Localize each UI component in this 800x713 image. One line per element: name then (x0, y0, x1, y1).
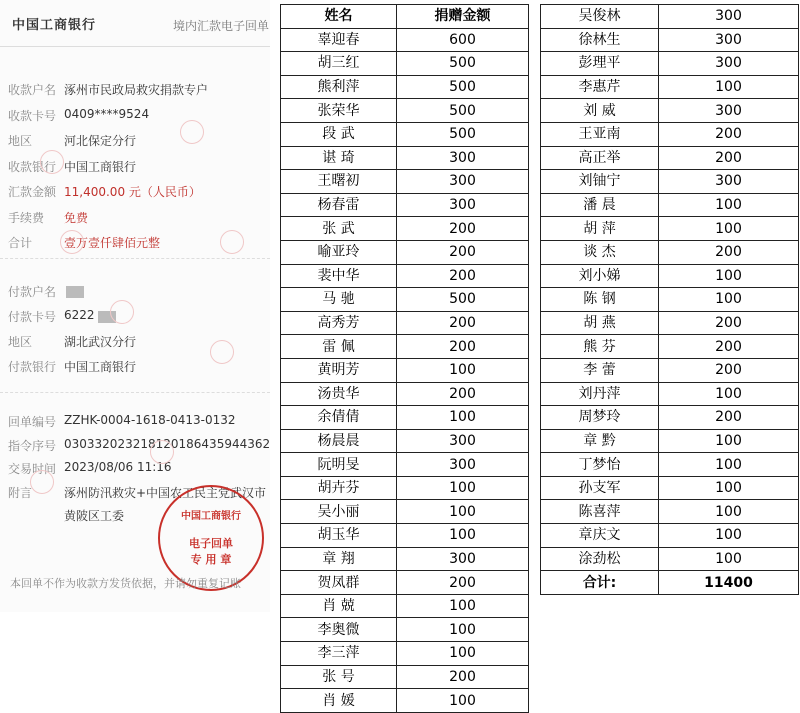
donor-name: 肖 兢 (281, 594, 397, 618)
table-row (281, 217, 529, 241)
table-row (281, 288, 529, 312)
table-row (281, 500, 529, 524)
redaction-mask (66, 286, 84, 298)
field-label: 收款卡号 (8, 108, 57, 123)
donation-amount: 100 (659, 453, 799, 477)
donor-name: 汤贵华 (281, 382, 397, 406)
donor-name: 陈喜萍 (541, 500, 659, 524)
donation-amount: 100 (397, 524, 529, 548)
seal-bank-name: 中国工商银行 (181, 511, 241, 522)
field-label: 付款银行 (8, 360, 57, 374)
donation-amount: 300 (659, 28, 799, 52)
header-amount: 捐赠金额 (397, 5, 529, 29)
donation-amount: 200 (397, 571, 529, 595)
table-row (541, 52, 799, 76)
field-label: 收款银行 (8, 159, 57, 174)
donation-amount: 100 (659, 75, 799, 99)
table-row (541, 240, 799, 264)
table-row (541, 28, 799, 52)
field-label: 汇款金额 (8, 185, 57, 199)
receipt-header (0, 0, 270, 47)
table-row (541, 122, 799, 146)
donation-amount: 500 (397, 288, 529, 312)
donor-name: 刘小娣 (541, 264, 659, 288)
donor-name: 彭理平 (541, 52, 659, 76)
watermark-logo-icon (40, 150, 64, 174)
donor-name: 贺凤群 (281, 571, 397, 595)
donor-name: 李 蕾 (541, 358, 659, 382)
donor-name: 余倩倩 (281, 406, 397, 430)
donation-amount: 500 (397, 75, 529, 99)
donation-amount: 300 (659, 5, 799, 29)
field-value: 涿州市民政局救灾捐款专户 (64, 83, 209, 97)
donation-amount: 200 (659, 406, 799, 430)
donation-amount: 300 (397, 453, 529, 477)
table-row (281, 476, 529, 500)
donation-amount: 100 (659, 288, 799, 312)
table-row (281, 665, 529, 689)
field-label: 指令序号 (8, 438, 57, 453)
field-label: 地区 (8, 134, 33, 148)
table-row (541, 476, 799, 500)
donor-name: 雷 佩 (281, 335, 397, 359)
table-row (281, 311, 529, 335)
table-row (541, 335, 799, 359)
donor-name: 张 武 (281, 217, 397, 241)
donation-amount: 100 (659, 193, 799, 217)
donation-amount: 100 (397, 500, 529, 524)
field-value: 湖北武汉分行 (64, 335, 137, 349)
header-name: 姓名 (281, 5, 397, 29)
table-row (541, 311, 799, 335)
table-row (541, 146, 799, 170)
donation-amount: 200 (659, 358, 799, 382)
field-value: 中国工商银行 (64, 159, 137, 174)
divider (0, 392, 270, 393)
field-value: 11,400.00 元（人民币） (64, 185, 201, 199)
table-row (541, 288, 799, 312)
donation-amount: 200 (659, 146, 799, 170)
donation-amount: 100 (659, 217, 799, 241)
table-row (541, 5, 799, 29)
donation-amount: 300 (397, 429, 529, 453)
donor-name: 周梦玲 (541, 406, 659, 430)
donor-name: 杨晨晨 (281, 429, 397, 453)
table-row (541, 170, 799, 194)
table-row (281, 122, 529, 146)
field-label: 地区 (8, 335, 33, 349)
donation-amount: 100 (659, 382, 799, 406)
donation-amount: 100 (397, 642, 529, 666)
donor-name: 丁梦怡 (541, 453, 659, 477)
donation-amount: 300 (659, 99, 799, 123)
donor-name: 谌 琦 (281, 146, 397, 170)
table-row (281, 406, 529, 430)
donor-name: 胡三红 (281, 52, 397, 76)
table-row (281, 240, 529, 264)
receipt-footnote: 本回单不作为收款方发货依据，并请勿重复记账 (10, 577, 241, 590)
field-value: 2023/08/06 11:16 (64, 460, 172, 474)
field-label: 回单编号 (8, 415, 57, 429)
bank-name: 中国工商银行 (12, 18, 97, 33)
donation-amount: 300 (397, 146, 529, 170)
donor-name: 潘 晨 (541, 193, 659, 217)
donor-name: 李奥微 (281, 618, 397, 642)
donation-amount: 100 (659, 500, 799, 524)
donor-name: 杨春雷 (281, 193, 397, 217)
donor-name: 章 黔 (541, 429, 659, 453)
donation-amount: 100 (659, 429, 799, 453)
donation-amount: 300 (397, 193, 529, 217)
donor-name: 段 武 (281, 122, 397, 146)
donation-amount: 100 (397, 476, 529, 500)
donor-name: 李惠芹 (541, 75, 659, 99)
table-header-row (281, 5, 529, 29)
field-label: 交易时间 (8, 462, 57, 476)
table-row (541, 193, 799, 217)
donor-name: 马 驰 (281, 288, 397, 312)
seal-line-1: 电子回单 (189, 537, 233, 550)
donation-amount: 200 (659, 240, 799, 264)
donor-name: 刘丹萍 (541, 382, 659, 406)
table-row (281, 99, 529, 123)
donor-name: 涂劲松 (541, 547, 659, 571)
donor-name: 胡 燕 (541, 311, 659, 335)
table-row (281, 429, 529, 453)
table-row (281, 52, 529, 76)
table-row (541, 358, 799, 382)
field-value: 6222 (64, 308, 95, 322)
donation-amount: 300 (659, 170, 799, 194)
field-value: 河北保定分行 (64, 134, 137, 148)
field-value: 免费 (64, 210, 89, 225)
field-value: 壹万壹仟肆佰元整 (64, 236, 161, 250)
donation-amount: 200 (397, 240, 529, 264)
table-row (281, 193, 529, 217)
field-value: 中国工商银行 (64, 360, 137, 374)
table-row (541, 429, 799, 453)
field-value: 涿州防汛救灾+中国农工民主党武汉市 (64, 485, 267, 500)
donor-name: 孙支军 (541, 476, 659, 500)
table-row (541, 500, 799, 524)
divider (0, 258, 270, 259)
receipt-title: 境内汇款电子回单 (173, 19, 270, 33)
donation-amount: 100 (397, 689, 529, 713)
donor-name: 张荣华 (281, 99, 397, 123)
table-row (281, 28, 529, 52)
total-value: 11400 (659, 571, 799, 595)
donation-amount: 300 (397, 547, 529, 571)
field-value: 030332023218120186435944362 (64, 436, 270, 451)
table-row (281, 642, 529, 666)
donor-name: 黄明芳 (281, 358, 397, 382)
donor-name: 王曙初 (281, 170, 397, 194)
field-value: 0409****9524 (64, 106, 150, 121)
watermark-logo-icon (180, 120, 204, 144)
donor-name: 裴中华 (281, 264, 397, 288)
field-label: 手续费 (8, 210, 45, 225)
table-row (281, 453, 529, 477)
watermark-logo-icon (220, 230, 244, 254)
table-row (281, 75, 529, 99)
donor-name: 李三萍 (281, 642, 397, 666)
table-row (281, 335, 529, 359)
table-row (541, 264, 799, 288)
field-label: 附言 (8, 485, 33, 500)
field-label: 付款卡号 (8, 310, 57, 324)
table-row (281, 146, 529, 170)
field-label: 收款户名 (8, 83, 57, 97)
donor-name: 胡 萍 (541, 217, 659, 241)
table-row (281, 524, 529, 548)
donor-name: 胡玉华 (281, 524, 397, 548)
table-row (541, 453, 799, 477)
donation-amount: 100 (659, 264, 799, 288)
donor-name: 章 翔 (281, 547, 397, 571)
donation-amount: 100 (397, 406, 529, 430)
field-label: 合计 (8, 236, 33, 250)
table-row (541, 75, 799, 99)
donation-amount: 100 (659, 524, 799, 548)
donation-amount: 200 (659, 122, 799, 146)
watermark-logo-icon (110, 300, 134, 324)
donation-amount: 200 (397, 665, 529, 689)
donor-name: 阮明旻 (281, 453, 397, 477)
total-row (541, 571, 799, 595)
donor-name: 王亚南 (541, 122, 659, 146)
table-row (281, 547, 529, 571)
donor-name: 高正举 (541, 146, 659, 170)
donor-name: 喻亚玲 (281, 240, 397, 264)
donation-amount: 200 (659, 335, 799, 359)
donor-name: 徐林生 (541, 28, 659, 52)
table-row (541, 547, 799, 571)
donor-name: 刘 威 (541, 99, 659, 123)
table-row (281, 358, 529, 382)
table-row (281, 382, 529, 406)
donation-amount: 200 (659, 311, 799, 335)
watermark-logo-icon (150, 440, 174, 464)
donor-name: 章庆文 (541, 524, 659, 548)
donation-amount: 200 (397, 264, 529, 288)
donation-amount: 500 (397, 99, 529, 123)
donation-amount: 200 (397, 217, 529, 241)
table-row (281, 170, 529, 194)
donation-amount: 500 (397, 52, 529, 76)
donation-table-right (540, 4, 799, 595)
donation-table-left (280, 4, 529, 713)
donor-name: 谈 杰 (541, 240, 659, 264)
donor-name: 陈 钢 (541, 288, 659, 312)
watermark-logo-icon (210, 340, 234, 364)
donation-amount: 100 (397, 594, 529, 618)
donation-amount: 500 (397, 122, 529, 146)
table-row (541, 382, 799, 406)
table-row (281, 571, 529, 595)
donor-name: 吴小丽 (281, 500, 397, 524)
donation-amount: 200 (397, 311, 529, 335)
watermark-logo-icon (30, 470, 54, 494)
donor-name: 吴俊林 (541, 5, 659, 29)
table-row (541, 524, 799, 548)
donation-amount: 200 (397, 335, 529, 359)
donor-name: 胡卉芬 (281, 476, 397, 500)
donation-amount: 100 (659, 547, 799, 571)
table-row (541, 99, 799, 123)
table-row (541, 217, 799, 241)
donor-name: 肖 媛 (281, 689, 397, 713)
bank-receipt (0, 0, 270, 612)
donor-name: 熊利萍 (281, 75, 397, 99)
donation-amount: 600 (397, 28, 529, 52)
donation-amount: 100 (397, 618, 529, 642)
table-row (281, 264, 529, 288)
donation-amount: 100 (659, 476, 799, 500)
donor-name: 辜迎春 (281, 28, 397, 52)
watermark-logo-icon (60, 230, 84, 254)
field-label: 付款户名 (8, 285, 57, 299)
table-row (281, 618, 529, 642)
total-label: 合计: (541, 571, 659, 595)
table-row (281, 689, 529, 713)
donor-name: 刘铀宁 (541, 170, 659, 194)
donation-amount: 100 (397, 358, 529, 382)
field-value: 黄陂区工委 (64, 509, 125, 523)
donation-amount: 300 (659, 52, 799, 76)
seal-line-2: 专 用 章 (190, 553, 232, 566)
donor-name: 高秀芳 (281, 311, 397, 335)
donor-name: 熊 芬 (541, 335, 659, 359)
table-row (281, 594, 529, 618)
donor-name: 张 号 (281, 665, 397, 689)
donation-amount: 200 (397, 382, 529, 406)
donation-amount: 300 (397, 170, 529, 194)
field-value: ZZHK-0004-1618-0413-0132 (64, 413, 236, 427)
table-row (541, 406, 799, 430)
